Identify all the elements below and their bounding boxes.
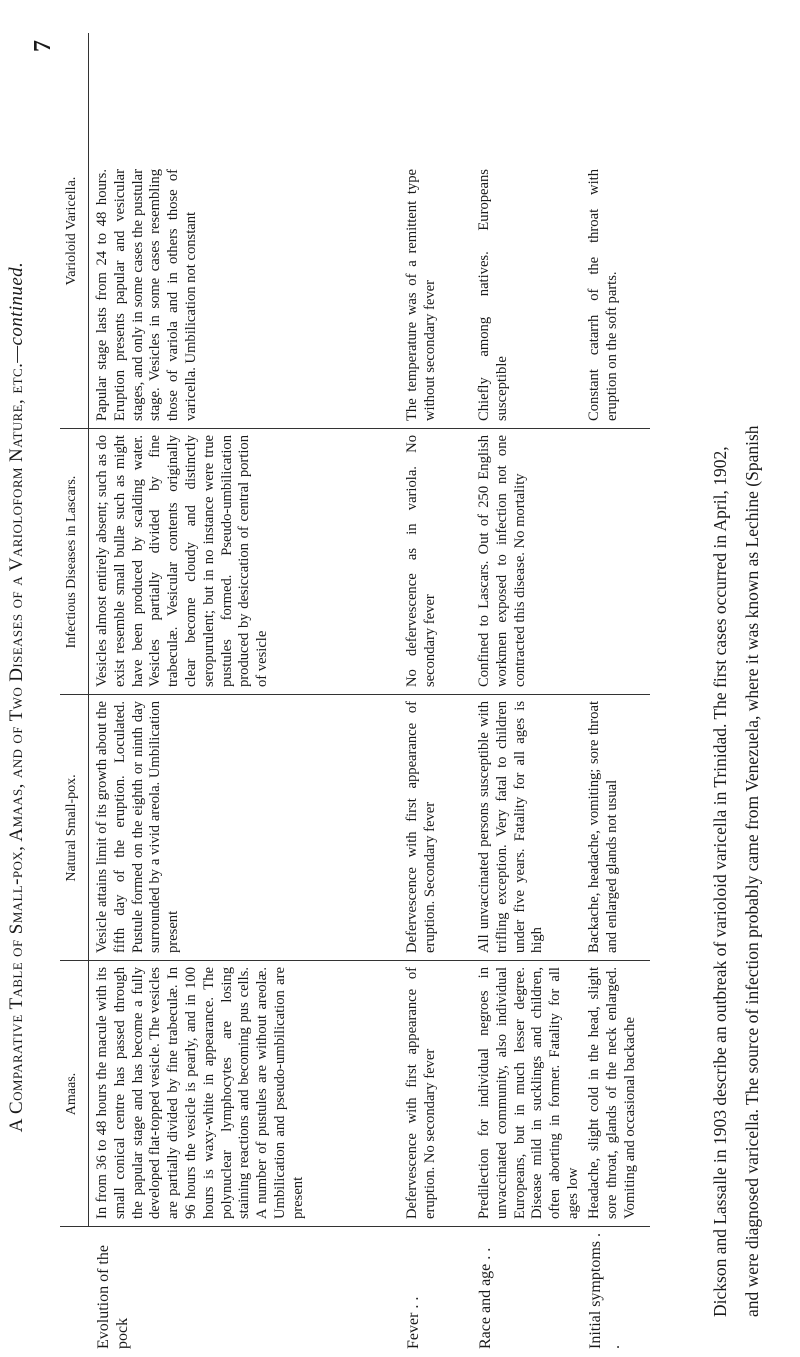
- table-title: [6, 77, 28, 1317]
- cell-fever-amaas: Defervescence with first appearance of eruption. No secondary fever: [404, 967, 438, 1219]
- cell-initial-smallpox: Backache, headache, vomiting; sore throat and enlarged glands not usual: [586, 701, 620, 953]
- column-header-smallpox: Natural Small-pox.: [64, 774, 79, 882]
- footnote-line: and were diagnosed varicella. The source of infection probably came from Venezuela, where it was known as Lechine (Spanish: [742, 425, 762, 1317]
- cell-fever-varicella: The temperature was of a remittent type without secondary fever: [404, 169, 438, 421]
- cell-fever-lascars: No defervescence as in variola. No secondary fever: [404, 435, 438, 687]
- title-main: Comparative Table of Small-pox, Amaas, and of Two Diseases of a Varioloform Nature, etc.: [6, 362, 27, 1114]
- cell-initial-varicella: Constant catarrh of the throat with eruption on the soft parts.: [586, 169, 620, 421]
- cell-race-varicella: Chiefly among natives. Europeans susceptible: [476, 169, 510, 421]
- cell-evolution-amaas: In from 36 to 48 hours the macule with its small conical centre has passed through the papular stage and has become a fully developed flat-topped vesicle. The vesicles are partially divided by fine trabeculæ. In 96 hours the vesicle is pearly, and in 100 hours is waxy-white in appearance. The polynuclear lymphocytes are losing staining reactions and becoming pus cells. A number of pustules are without areolæ. Umbilication and pseudo-umbilication are present: [94, 967, 306, 1219]
- column-divider: [60, 694, 650, 695]
- column-header-varicella: Varioloid Varicella.: [64, 176, 79, 286]
- row-label-fever: Fever . .: [405, 1296, 422, 1349]
- row-label-evolution: Evolution of the pock: [95, 1245, 131, 1349]
- cell-evolution-varicella: Papular stage lasts from 24 to 48 hours. Eruption presents papular and vesicular stages, and only in some cases the pustular stage. Vesicles in some cases resembling those of variola and in others those of varicella. Umbilication not constant: [94, 169, 199, 421]
- cell-race-smallpox: All unvaccinated persons susceptible with trifling exception. Very fatal to children under five years. Fatality for all ages is high: [476, 701, 546, 953]
- header-rule: [88, 33, 89, 1227]
- cell-evolution-smallpox: Vesicle attains limit of its growth about the fifth day of the eruption. Loculated. Pustule formed on the eighth or ninth day surrounded by a vivid areola. Umbilication present: [94, 701, 182, 953]
- column-header-lascars: Infectious Diseases in Lascars.: [64, 475, 79, 649]
- cell-evolution-lascars: Vesicles almost entirely absent; such as do exist resemble small bullæ such as might have been produced by scalding water. Vesicles partially divided by fine trabeculæ. Vesicular contents originally clear become cloudy and distinctly seropurulent; but in no instance were true pustules formed. Pseudo-umbilication produced by desiccation of central portion of vesicle: [94, 435, 271, 687]
- row-label-initial-symptoms: Initial symptoms . .: [587, 1233, 623, 1349]
- column-divider: [60, 428, 650, 429]
- column-divider: [60, 960, 650, 961]
- page-number: 7: [30, 40, 56, 52]
- cell-race-amaas: Predilection for individual negroes in unvaccinated community, also individual Europeans, but in much lesser degree. Disease mild in sucklings and children, often aborting in former. Fatality for all ages low: [476, 967, 581, 1219]
- column-divider: [60, 1226, 650, 1227]
- column-header-amaas: Amaas.: [64, 1072, 79, 1116]
- row-label-race-age: Race and age . .: [477, 1247, 494, 1349]
- cell-fever-smallpox: Defervescence with first appearance of eruption. Secondary fever: [404, 701, 438, 953]
- title-prefix: A: [6, 1119, 27, 1133]
- title-suffix: —continued.: [6, 261, 27, 363]
- footnote-line: Dickson and Lassalle in 1903 describe an outbreak of varioloid varicella in Trinidad. The first cases occurred in April, 1902,: [710, 446, 730, 1317]
- cell-initial-amaas: Headache, slight cold in the head, slight sore throat, glands of the neck enlarged. Vomiting and occasional backache: [586, 967, 638, 1219]
- cell-race-lascars: Confined to Lascars. Out of 250 English workmen exposed to infection not one contracted this disease. No mortality: [476, 435, 528, 687]
